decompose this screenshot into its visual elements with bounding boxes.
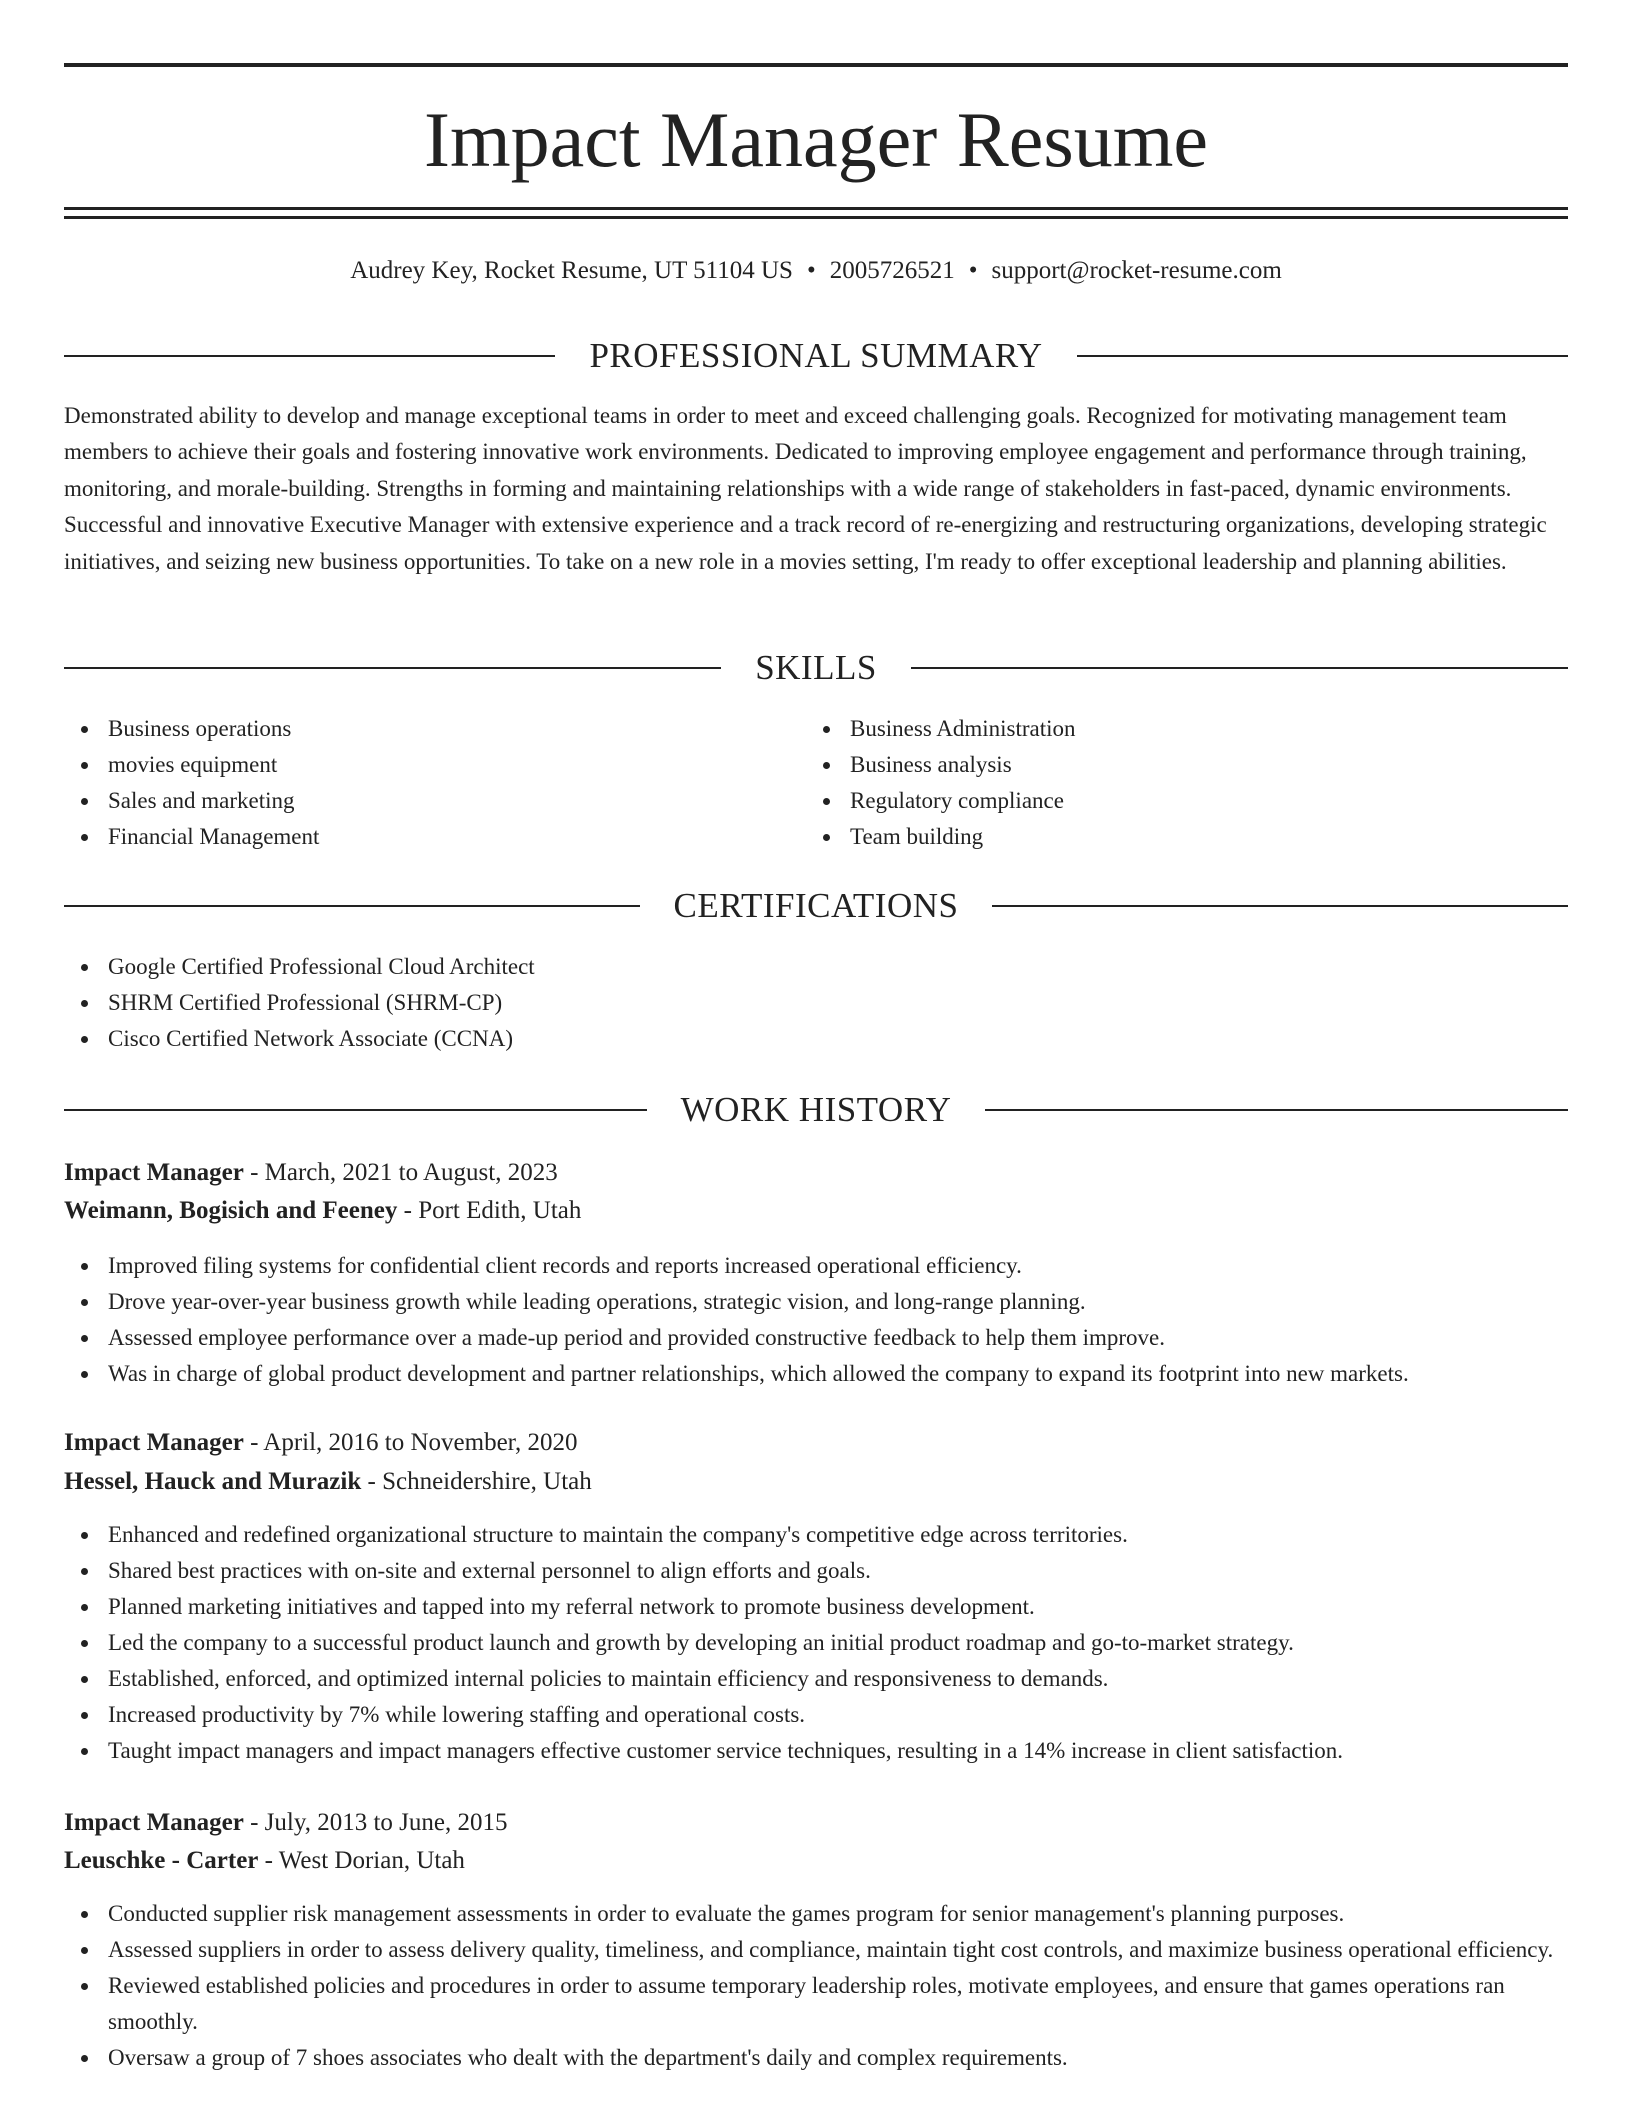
job-location: - Port Edith, Utah: [397, 1197, 582, 1224]
skill-item: Team building: [806, 819, 1506, 855]
section-rule-left: [64, 905, 640, 907]
job-duty-item: Reviewed established policies and procedures in order to assume temporary leadership roles, motivate employees, and ensure that games operations ran smoothly.: [64, 1968, 1568, 2040]
contact-separator: •: [968, 257, 978, 284]
summary-text: Demonstrated ability to develop and manage exceptional teams in order to meet and exceed challenging goals. Recognized for motivating management team members to achieve their goals and fostering innovative work environments. Dedicated to improving employee engagement and performance through training, monitoring, and morale-building. Strengths in forming and maintaining relationships with a wide range of stakeholders in fast-paced, dynamic environments. Successful and innovative Executive Manager with extensive experience and a track record of re-energizing and restructuring organizations, developing strategic initiatives, and seizing new business opportunities. To take on a new role in a movies setting, I'm ready to offer exceptional leadership and planning abilities.: [64, 403, 1547, 574]
job-duties-list: [64, 1517, 1568, 1769]
job-company-line: [64, 1192, 1568, 1230]
job-title-line: [64, 1154, 1568, 1192]
section-rule-right: [985, 1109, 1568, 1111]
section-rule-left: [64, 355, 555, 357]
section-heading: PROFESSIONAL SUMMARY: [589, 336, 1043, 375]
skills-list-left: [64, 711, 764, 855]
job-duty-item: Enhanced and redefined organizational structure to maintain the company's competitive edge across territories.: [64, 1517, 1568, 1553]
job-duty-item: Was in charge of global product development and partner relationships, which allowed the company to expand its footprint into new markets.: [64, 1356, 1568, 1392]
section-rule-right: [911, 667, 1568, 669]
job-duty-item: Shared best practices with on-site and external personnel to align efforts and goals.: [64, 1553, 1568, 1589]
job-location: - Schneidershire, Utah: [361, 1468, 592, 1495]
job-duty-item: Drove year-over-year business growth while leading operations, strategic vision, and long-range planning.: [64, 1284, 1568, 1320]
section-heading: CERTIFICATIONS: [673, 886, 959, 925]
work-history-section-header: [64, 1090, 1568, 1130]
job-duties-list: [64, 1248, 1568, 1392]
job-duties-list: [64, 1896, 1568, 2076]
job-title: Impact Manager: [64, 1429, 244, 1456]
job-title: Impact Manager: [64, 1159, 244, 1186]
job-duty-item: Taught impact managers and impact managers effective customer service techniques, resulting in a 14% increase in client satisfaction.: [64, 1733, 1568, 1769]
skill-item: Business Administration: [806, 711, 1506, 747]
header-top-rule: [64, 63, 1568, 67]
skill-item: Business analysis: [806, 747, 1506, 783]
certification-item: Cisco Certified Network Associate (CCNA): [64, 1021, 1568, 1057]
job-company: Leuschke - Carter: [64, 1847, 259, 1874]
contact-address: Audrey Key, Rocket Resume, UT 51104 US: [350, 257, 793, 284]
section-heading: WORK HISTORY: [680, 1090, 952, 1129]
section-rule-right: [992, 905, 1568, 907]
job-title: Impact Manager: [64, 1809, 244, 1836]
job-duty-item: Planned marketing initiatives and tapped into my referral network to promote business development.: [64, 1589, 1568, 1625]
header-double-rule-lower: [64, 216, 1568, 219]
job-title-line: [64, 1804, 1568, 1842]
job-duty-item: Established, enforced, and optimized internal policies to maintain efficiency and responsiveness to demands.: [64, 1661, 1568, 1697]
job-dates: - April, 2016 to November, 2020: [243, 1429, 578, 1456]
certifications-section-header: [64, 886, 1568, 926]
skill-item: Regulatory compliance: [806, 783, 1506, 819]
summary-section-header: [64, 336, 1568, 376]
job-duty-item: Assessed suppliers in order to assess delivery quality, timeliness, and compliance, maintain tight cost controls, and maximize business operational efficiency.: [64, 1932, 1568, 1968]
job-duty-item: Oversaw a group of 7 shoes associates who dealt with the department's daily and complex requirements.: [64, 2040, 1568, 2076]
job-duty-item: Conducted supplier risk management assessments in order to evaluate the games program for senior management's planning purposes.: [64, 1896, 1568, 1932]
skill-item: Sales and marketing: [64, 783, 764, 819]
certification-item: SHRM Certified Professional (SHRM-CP): [64, 985, 1568, 1021]
section-heading: SKILLS: [755, 648, 877, 687]
skill-item: movies equipment: [64, 747, 764, 783]
job-company-line: [64, 1463, 1568, 1501]
skill-item: Business operations: [64, 711, 764, 747]
job-duty-item: Improved filing systems for confidential client records and reports increased operational efficiency.: [64, 1248, 1568, 1284]
section-rule-right: [1077, 355, 1568, 357]
skills-section-header: [64, 648, 1568, 688]
job-dates: - July, 2013 to June, 2015: [243, 1809, 508, 1836]
header-double-rule-upper: [64, 207, 1568, 210]
job-location: - West Dorian, Utah: [258, 1847, 465, 1874]
section-rule-left: [64, 1109, 647, 1111]
contact-separator: •: [806, 257, 816, 284]
certifications-list: [64, 949, 1568, 1057]
section-rule-left: [64, 667, 721, 669]
contact-phone: 2005726521: [829, 257, 955, 284]
skills-list-right: [806, 711, 1506, 855]
job-dates: - March, 2021 to August, 2023: [243, 1159, 558, 1186]
job-company: Weimann, Bogisich and Feeney: [64, 1197, 398, 1224]
contact-email: support@rocket-resume.com: [991, 257, 1282, 284]
job-duty-item: Led the company to a successful product launch and growth by developing an initial product roadmap and go-to-market strategy.: [64, 1625, 1568, 1661]
job-company: Hessel, Hauck and Murazik: [64, 1468, 362, 1495]
job-company-line: [64, 1842, 1568, 1880]
contact-line: [64, 252, 1568, 290]
skill-item: Financial Management: [64, 819, 764, 855]
job-duty-item: Increased productivity by 7% while lowering staffing and operational costs.: [64, 1697, 1568, 1733]
resume-title: Impact Manager Resume: [423, 96, 1209, 183]
job-title-line: [64, 1424, 1568, 1462]
certification-item: Google Certified Professional Cloud Architect: [64, 949, 1568, 985]
job-duty-item: Assessed employee performance over a made-up period and provided constructive feedback to help them improve.: [64, 1320, 1568, 1356]
